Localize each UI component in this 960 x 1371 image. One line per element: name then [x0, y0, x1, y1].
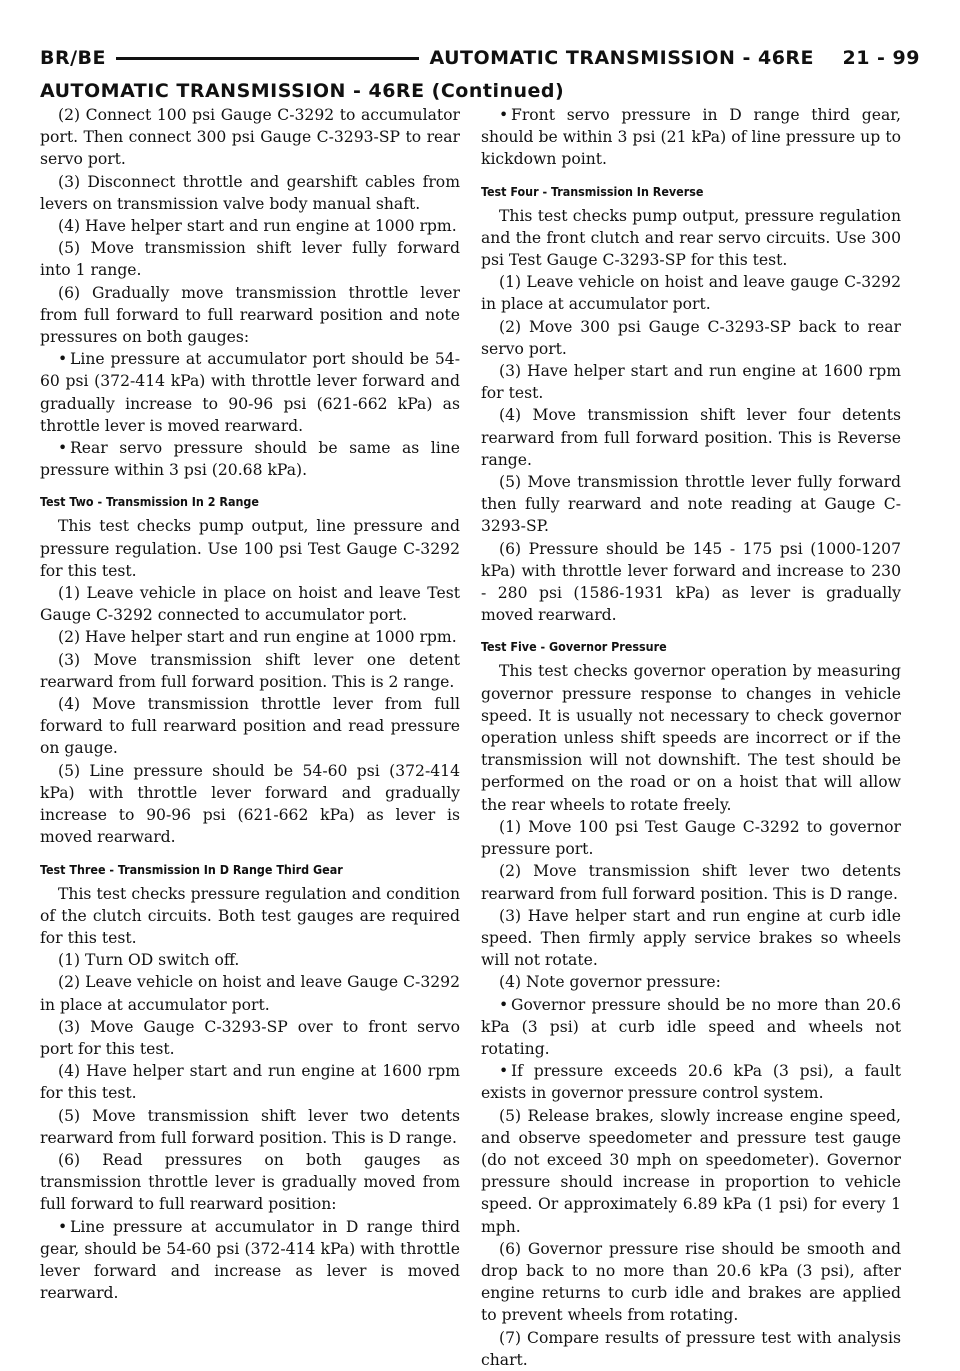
paragraph: (1) Leave vehicle on hoist and leave gauge C-3292 in place at accumulator port.: [481, 273, 901, 314]
paragraph: (3) Disconnect throttle and gearshift cables from levers on transmission valve body manual shaft.: [40, 172, 460, 213]
bullet-item: • Rear servo pressure should be same as line pressure within 3 psi (20.68 kPa).: [40, 437, 460, 481]
paragraph: This test checks pump output, line pressure and pressure regulation. Use 100 psi Test Gauge C-3292 for this test.: [40, 517, 460, 580]
section-heading: Test Two - Transmission In 2 Range: [40, 494, 259, 510]
page-header: [40, 46, 920, 76]
paragraph: This test checks pump output, pressure regulation and the front clutch and rear servo circuits. Use 300 psi Test Gauge C-3293-SP for this test.: [481, 206, 901, 270]
paragraph: (4) Have helper start and run engine at 1000 rpm.: [58, 217, 457, 236]
section-subtitle: AUTOMATIC TRANSMISSION - 46RE (Continued): [40, 80, 565, 102]
paragraph: (1) Turn OD switch off.: [58, 951, 240, 970]
bullet-item: • Line pressure at accumulator in D range third gear, should be 54-60 psi (372-414 kPa) with throttle lever forward and increase as lever is moved rearward.: [40, 1216, 460, 1305]
section-heading: Test Four - Transmission In Reverse: [481, 183, 704, 199]
section-heading: Test Three - Transmission In D Range Third Gear: [40, 861, 343, 877]
paragraph: (2) Leave vehicle on hoist and leave Gauge C-3292 in place at accumulator port.: [40, 973, 460, 1014]
paragraph: (3) Move transmission shift lever one detent rearward from full forward position. This is 2 range.: [40, 650, 460, 691]
paragraph: (2) Move transmission shift lever two detents rearward from full forward position. This is D range.: [481, 862, 901, 903]
paragraph: (5) Line pressure should be 54-60 psi (372-414 kPa) with throttle lever forward and gradually increase to 90-96 psi (621-662 kPa) as lever is moved rearward.: [40, 761, 460, 847]
paragraph: (2) Move 300 psi Gauge C-3293-SP back to rear servo port.: [481, 317, 901, 358]
paragraph: (7) Compare results of pressure test with analysis chart.: [481, 1328, 901, 1369]
bullet-item: • Front servo pressure in D range third gear, should be within 3 psi (21 kPa) of line pressure up to kickdown point.: [481, 104, 901, 171]
paragraph: (1) Move 100 psi Test Gauge C-3292 to governor pressure port.: [481, 817, 901, 859]
paragraph: (6) Governor pressure rise should be smooth and drop back to no more than 20.6 kPa (3 psi), after engine returns to curb idle and brakes are applied to prevent wheels from rotating.: [481, 1239, 901, 1325]
paragraph: (5) Move transmission throttle lever fully forward then fully rearward and note reading at Gauge C-3293-SP.: [481, 473, 901, 536]
paragraph: (5) Move transmission shift lever fully forward into 1 range.: [40, 239, 460, 280]
paragraph: (3) Move Gauge C-3293-SP over to front servo port for this test.: [40, 1017, 460, 1058]
paragraph: (2) Connect 100 psi Gauge C-3292 to accumulator port. Then connect 300 psi Gauge C-3293-SP to rear servo port.: [40, 106, 460, 169]
header-model: BR/BE: [40, 46, 116, 70]
bullet-item: • Line pressure at accumulator port should be 54-60 psi (372-414 kPa) with throttle lever forward and gradually increase to 90-96 psi (621-662 kPa) as throttle lever is moved rearward.: [40, 348, 460, 437]
paragraph: (6) Pressure should be 145 - 175 psi (1000-1207 kPa) with throttle lever forward and increase to 230 - 280 psi (1586-1931 kPa) as lever is gradually moved rearward.: [481, 539, 901, 625]
paragraph: (4) Move transmission throttle lever from full forward to full rearward position and read pressure on gauge.: [40, 695, 460, 758]
paragraph: (3) Have helper start and run engine at 1600 rpm for test.: [481, 362, 901, 403]
paragraph: (6) Gradually move transmission throttle lever from full forward to full rearward position and note pressures on both gauges:: [40, 283, 460, 347]
paragraph: (4) Have helper start and run engine at 1600 rpm for this test.: [40, 1062, 460, 1103]
bullet-item: • If pressure exceeds 20.6 kPa (3 psi), a fault exists in governor pressure control system.: [481, 1060, 901, 1104]
paragraph: (5) Move transmission shift lever two detents rearward from full forward position. This is D range.: [40, 1106, 460, 1147]
right-column: [481, 104, 901, 1371]
paragraph: (4) Move transmission shift lever four detents rearward from full forward position. This is Reverse range.: [481, 406, 901, 469]
paragraph: (3) Have helper start and run engine at curb idle speed. Then firmly apply service brakes so wheels will not rotate.: [481, 906, 901, 970]
paragraph: This test checks pressure regulation and condition of the clutch circuits. Both test gauges are required for this test.: [40, 884, 460, 947]
bullet-item: • Governor pressure should be no more than 20.6 kPa (3 psi) at curb idle speed and wheels not rotating.: [481, 994, 901, 1061]
paragraph: (1) Leave vehicle in place on hoist and leave Test Gauge C-3292 connected to accumulator port.: [40, 584, 460, 625]
left-column: [40, 104, 460, 1304]
header-section-page: AUTOMATIC TRANSMISSION - 46RE 21 - 99: [419, 46, 920, 70]
paragraph: (4) Note governor pressure:: [499, 973, 721, 992]
section-heading: Test Five - Governor Pressure: [481, 639, 667, 655]
paragraph: (2) Have helper start and run engine at 1000 rpm.: [58, 628, 457, 647]
paragraph: This test checks governor operation by measuring governor pressure response to changes in vehicle speed. It is usually not necessary to check governor operation unless shift speeds are incorrect or if the transmission will not downshift. The test should be performed on the road or on a hoist that will allow the rear wheels to rotate freely.: [481, 662, 901, 814]
paragraph: (6) Read pressures on both gauges as transmission throttle lever is gradually moved from full forward to full rearward position:: [40, 1150, 460, 1214]
paragraph: (5) Release brakes, slowly increase engine speed, and observe speedometer and pressure test gauge (do not exceed 30 mph on speedometer). Governor pressure should increase in proportion to vehicle speed. Or approximately 6.89 kPa (1 psi) for every 1 mph.: [481, 1106, 901, 1236]
